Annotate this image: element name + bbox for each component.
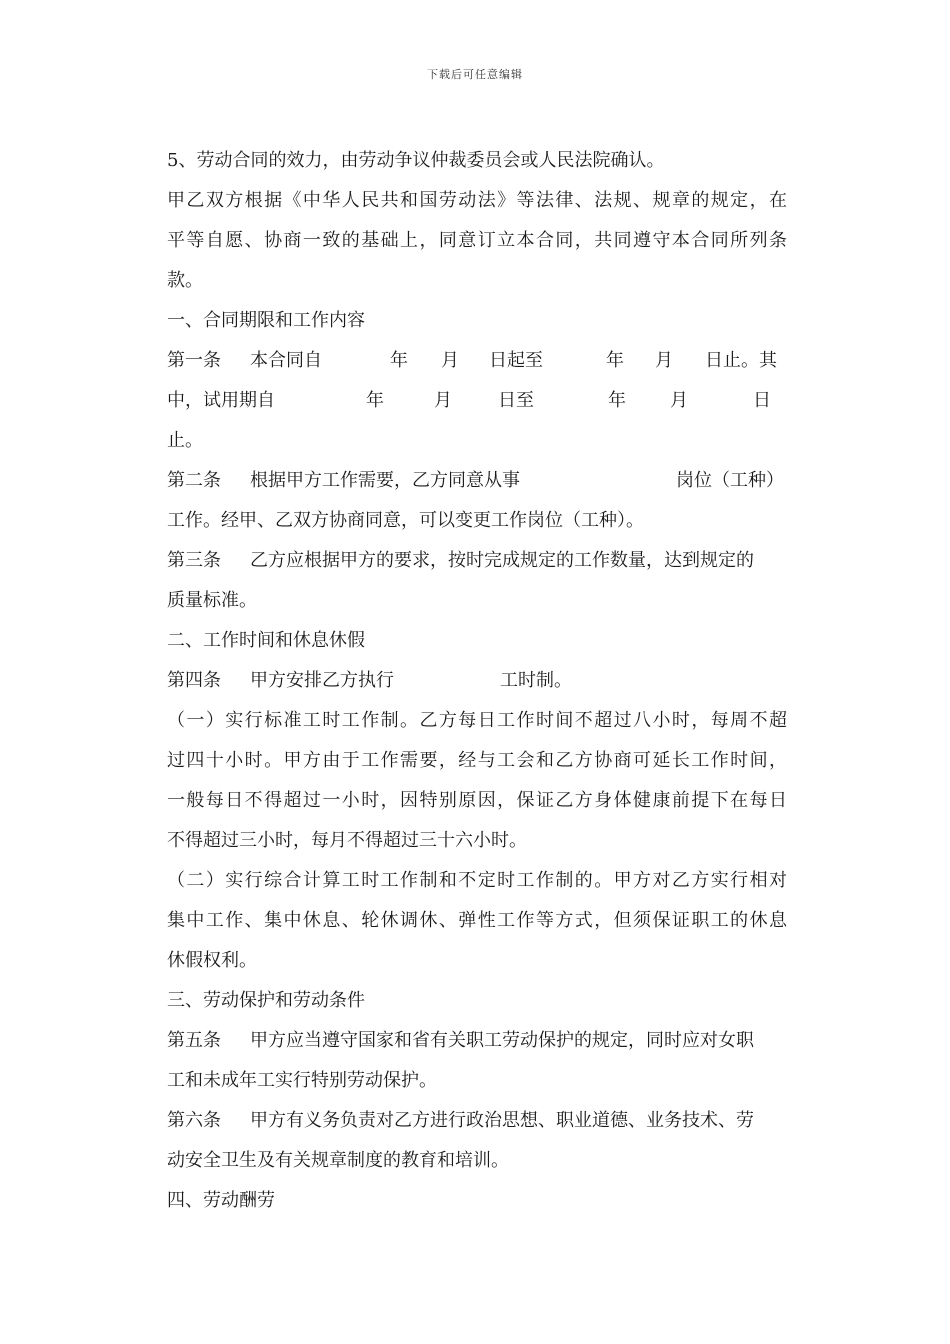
text: 款。	[167, 270, 203, 291]
paragraph-line	[167, 1061, 787, 1101]
text: 乙方应根据甲方的要求，按时完成规定的工作数量，达到规定的	[250, 550, 754, 571]
article-line	[167, 461, 787, 501]
blank-year: 年	[608, 390, 626, 411]
paragraph-line	[167, 181, 787, 221]
paragraph-line	[167, 781, 787, 821]
blank-year: 年	[390, 350, 408, 371]
text: 工时制。	[500, 670, 572, 691]
article-line	[167, 341, 787, 381]
text: 工和未成年工实行特别劳动保护。	[167, 1070, 437, 1091]
paragraph-line	[167, 221, 787, 261]
blank-month: 月	[441, 350, 459, 371]
text: 根据甲方工作需要，乙方同意从事	[250, 470, 520, 491]
text: 休假权利。	[167, 950, 257, 971]
text: 甲方应当遵守国家和省有关职工劳动保护的规定，同时应对女职	[250, 1030, 754, 1051]
text: 不得超过三小时，每月不得超过三十六小时。	[167, 830, 527, 851]
text: 质量标准。	[167, 590, 257, 611]
blank-month: 月	[434, 390, 452, 411]
text: （一）实行标准工时工作制。乙方每日工作时间不超过八小时，每周不超	[167, 710, 787, 731]
text: （二）实行综合计算工时工作制和不定时工作制的。甲方对乙方实行相对	[167, 870, 787, 891]
paragraph-line	[167, 701, 787, 741]
paragraph-line	[167, 261, 787, 301]
text: 动安全卫生及有关规章制度的教育和培训。	[167, 1150, 509, 1171]
section-heading	[167, 301, 787, 341]
section-heading	[167, 621, 787, 661]
paragraph-line	[167, 861, 787, 901]
paragraph-line	[167, 821, 787, 861]
article-number: 第二条	[167, 470, 221, 491]
paragraph-line	[167, 421, 787, 461]
text: 甲方安排乙方执行	[250, 670, 394, 691]
text: 日起至	[489, 350, 543, 371]
blank-year: 年	[366, 390, 384, 411]
paragraph-line	[167, 741, 787, 781]
text: 工作。经甲、乙双方协商同意，可以变更工作岗位（工种）。	[167, 510, 644, 531]
section-heading	[167, 1181, 787, 1221]
text: 一、合同期限和工作内容	[167, 310, 365, 331]
blank-year: 年	[606, 350, 624, 371]
paragraph-line	[167, 941, 787, 981]
text: 日至	[498, 390, 534, 411]
page-header-note: 下载后可任意编辑	[427, 68, 523, 81]
paragraph-line	[167, 581, 787, 621]
text: 过四十小时。甲方由于工作需要，经与工会和乙方协商可延长工作时间，	[167, 750, 787, 771]
text: 二、工作时间和休息休假	[167, 630, 365, 651]
article-number: 第六条	[167, 1110, 221, 1131]
article-number: 第四条	[167, 670, 221, 691]
section-heading	[167, 981, 787, 1021]
paragraph-line	[167, 901, 787, 941]
article-line	[167, 1101, 787, 1141]
text: 本合同自	[250, 350, 322, 371]
contract-body	[167, 141, 787, 1221]
text: 中，试用期自	[167, 390, 275, 411]
blank-month: 月	[655, 350, 673, 371]
text: 5、劳动合同的效力，由劳动争议仲裁委员会或人民法院确认。	[167, 150, 665, 171]
paragraph-line	[167, 141, 787, 181]
text: 日止。其	[705, 350, 777, 371]
text: 三、劳动保护和劳动条件	[167, 990, 365, 1011]
text: 甲方有义务负责对乙方进行政治思想、职业道德、业务技术、劳	[250, 1110, 754, 1131]
article-line	[167, 381, 787, 421]
blank-day: 日	[753, 390, 771, 411]
paragraph-line	[167, 501, 787, 541]
text: 一般每日不得超过一小时，因特别原因，保证乙方身体健康前提下在每日	[167, 790, 787, 811]
article-line	[167, 661, 787, 701]
blank-month: 月	[670, 390, 688, 411]
article-line	[167, 1021, 787, 1061]
article-number: 第一条	[167, 350, 221, 371]
text: 四、劳动酬劳	[167, 1190, 275, 1211]
text: 平等自愿、协商一致的基础上，同意订立本合同，共同遵守本合同所列条	[167, 230, 787, 251]
paragraph-line	[167, 1141, 787, 1181]
text: 集中工作、集中休息、轮休调休、弹性工作等方式，但须保证职工的休息	[167, 910, 787, 931]
text: 岗位（工种）	[676, 470, 784, 491]
article-number: 第三条	[167, 550, 221, 571]
text: 止。	[167, 430, 203, 451]
article-number: 第五条	[167, 1030, 221, 1051]
article-line	[167, 541, 787, 581]
text: 甲乙双方根据《中华人民共和国劳动法》等法律、法规、规章的规定，在	[167, 190, 787, 211]
